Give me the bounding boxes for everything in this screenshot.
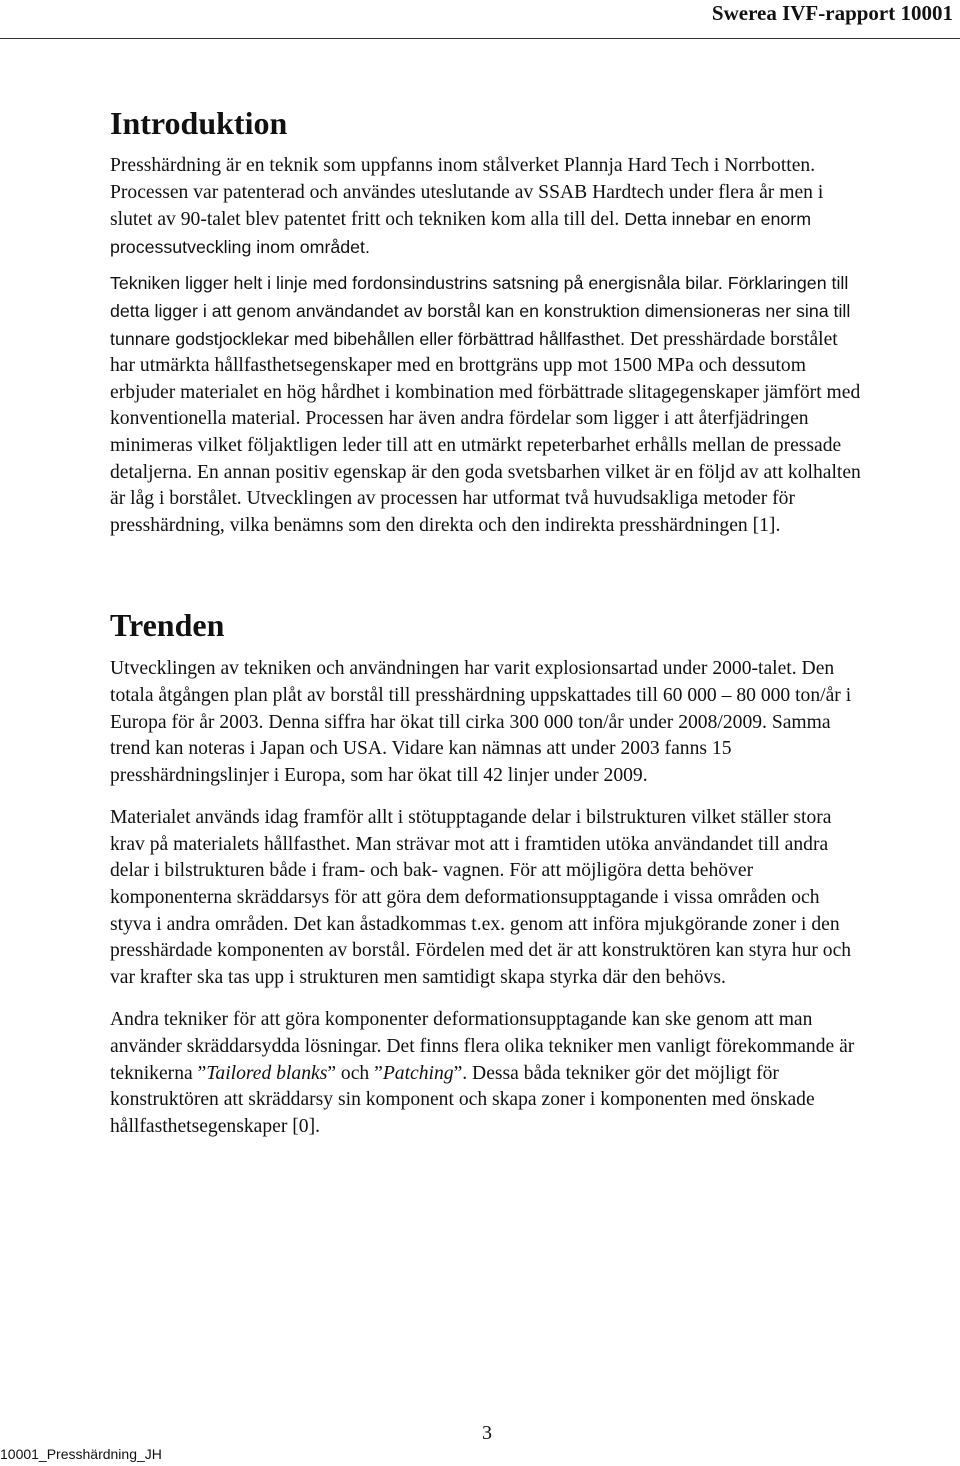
- section-title-trenden: Trenden: [110, 607, 225, 644]
- document-body: [110, 105, 862, 1140]
- intro-paragraph-1-serif: Presshärdning är en teknik som uppfanns inom stålverket Plannja Hard Tech i Norrbotten. Processen var patenterad och användes uteslutande av SSAB Hardtech under flera år men i slutet av 90-talet blev patentet fritt och tekniken kom alla till del.: [110, 155, 824, 231]
- footer-file-name: 10001_Presshärdning_JH: [0, 1446, 162, 1462]
- intro-paragraph-1-sans: Detta innebar en enorm processutveckling inom området.: [110, 209, 812, 257]
- trend-paragraph-3-c: ”. Dessa båda tekniker gör det möjligt för konstruktören att skräddarsy sin komponent och skapa zoner i komponenten med önskade hållfasthetsegenskaper [0].: [110, 1062, 815, 1137]
- trend-paragraph-1: Utvecklingen av tekniken och användningen har varit explosionsartad under 2000-talet. Den totala åtgången plan plåt av borstål till presshärdning uppskattades till 60 000 – 80 000 ton/år i Europa för år 2003. Denna siffra har ökat till cirka 300 000 ton/år under 2008/2009. Samma trend kan noteras i Japan och USA. Vidare kan nämnas att under 2003 fanns 15 presshärdningslinjer i Europa, som har ökat till 42 linjer under 2009.: [110, 658, 852, 786]
- trend-paragraph-3-a: Andra tekniker för att göra komponenter deformationsupptagande kan ske genom att man använder skräddarsydda lösningar. Det finns flera olika tekniker men vanligt förekommande är teknikerna ”: [110, 1009, 855, 1084]
- trend-paragraph-3-b: ” och ”: [327, 1062, 383, 1084]
- section-title-introduktion: Introduktion: [110, 105, 288, 141]
- intro-paragraph-1: [110, 153, 862, 261]
- running-header: Swerea IVF-rapport 10001: [711, 1, 953, 25]
- trend-paragraph-3: [110, 1007, 862, 1140]
- page-number: 3: [482, 1422, 492, 1444]
- intro-paragraph-2: [110, 270, 862, 539]
- intro-paragraph-2-serif: Det presshärdade borstålet har utmärkta hållfasthetsegenskaper med en brottgräns upp mot 1500 MPa och dessutom erbjuder materialet en hög hårdhet i kombination med förbättrade slitagegenskaper jämfört med konventionella material. Processen har även andra fördelar som ligger i att återfjädringen minimeras vilket följaktligen leder till att en utmärkt repeterbarhet erhålls mellan de pressade detaljerna. En annan positiv egenskap är den goda svetsbarhen vilket är en följd av att kolhalten är låg i borstålet. Utvecklingen av processen har utformat två huvudsakliga metoder för presshärdning, vilka benämns som den direkta och den indirekta presshärdningen [1].: [110, 328, 861, 536]
- term-patching: Patching: [382, 1062, 454, 1084]
- term-tailored-blanks: Tailored blanks: [206, 1062, 328, 1084]
- header-rule: [0, 38, 960, 39]
- intro-paragraph-2-sans: Tekniken ligger helt i linje med fordonsindustrins satsning på energisnåla bilar. Förklaringen till detta ligger i att genom användandet av borstål kan en konstruktion dimensioneras ner sina till tunnare godstjocklekar med bibehållen eller förbättrad hållfasthet.: [110, 273, 851, 349]
- trend-paragraph-2: Materialet används idag framför allt i stötupptagande delar i bilstrukturen vilket ställer stora krav på materialets hållfasthet. Man strävar mot att i framtiden utöka användandet till andra delar i bilstrukturen både i fram- och bak- vagnen. För att möjligöra detta behöver komponenterna skräddarsys för att göra dem deformationsupptagande i vissa områden och styva i andra områden. Det kan åstadkommas t.ex. genom att införa mjukgörande zoner i den presshärdade komponenten av borstål. Fördelen med det är att konstruktören kan styra hur och var krafter ska tas upp i strukturen men samtidigt skapa styrka där den behövs.: [110, 807, 852, 988]
